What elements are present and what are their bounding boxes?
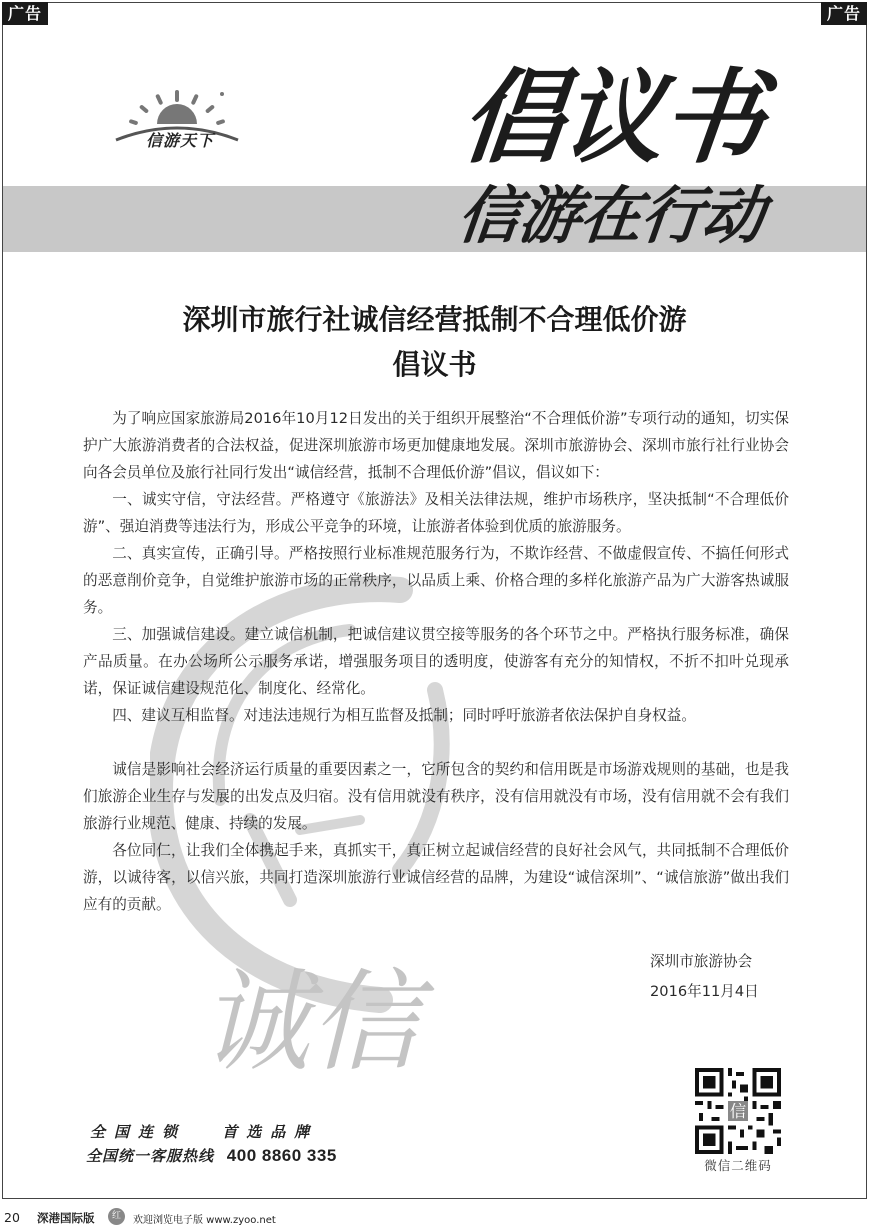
- badge-icon: 红: [108, 1208, 125, 1225]
- edition-label: 深港国际版: [37, 1211, 95, 1225]
- slogan: [90, 1121, 318, 1142]
- hotline-number[interactable]: 400 8860 335: [226, 1146, 337, 1165]
- document-subtitle: 倡议书: [392, 348, 477, 381]
- page-number: 20: [4, 1210, 20, 1225]
- paragraph-item-2: 二、真实宣传，正确引导。严格按照行业标准规范服务行为，不欺诈经营、不做虚假宣传、不搞任何形式的恶意削价竞争，自觉维护旅游市场的正常秩序，以品质上乘、价格合理的多样化旅游产品为广大游客热诚服务。: [83, 545, 789, 616]
- signature-org: 深圳市旅游协会: [650, 953, 753, 970]
- document-title: 深圳市旅行社诚信经营抵制不合理低价游: [182, 303, 687, 336]
- document-body: [83, 405, 789, 918]
- paragraph-item-3: 三、加强诚信建设。建立诚信机制，把诚信建议贯空接等服务的各个环节之中。严格执行服务标准，确保产品质量。在办公场所公示服务承诺，增强服务项目的透明度，使游客有充分的知情权，不折不扣叶兑现承诺，保证诚信建设规范化、制度化、经常化。: [83, 626, 789, 697]
- qr-center-char: 信: [729, 1102, 747, 1122]
- paragraph-call-to-action: 各位同仁，让我们全体携起手来，真抓实干，真正树立起诚信经营的良好社会风气，共同抵制不合理低价游，以诚待客，以信兴旅，共同打造深圳旅游行业诚信经营的品牌，为建设“诚信深圳”、“诚信旅游”做出我们应有的贡献。: [83, 842, 789, 913]
- signature-date: 2016年11月4日: [650, 983, 759, 1000]
- logo-text: 信游天下: [145, 131, 214, 150]
- page-footer: [4, 1210, 864, 1230]
- slogan-part-1: 全国连锁: [90, 1123, 187, 1141]
- watermark-text: 诚信: [200, 958, 420, 1086]
- paragraph-item-4: 四、建议互相监督。对违法违规行为相互监督及抵制；同时呼吁旅游者依法保护自身权益。: [112, 707, 696, 724]
- hotline-label: 全国统一客服热线: [86, 1147, 215, 1165]
- paragraph-intro: 为了响应国家旅游局2016年10月12日发出的关于组织开展整治“不合理低价游”专项行动的通知，切实保护广大旅游消费者的合法权益，促进深圳旅游市场更加健康地发展。深圳市旅游协会、深圳市旅行社行业协会向各会员单位及旅行社同行发出“诚信经营，抵制不合理低价游”倡议，倡议如下：: [83, 410, 789, 481]
- ad-tag-left: 广告: [2, 2, 48, 25]
- hotline: [86, 1145, 337, 1166]
- headline-sub: 信游在行动: [454, 179, 767, 252]
- qr-label: 微信二维码: [704, 1158, 772, 1173]
- slogan-part-2: 首选品牌: [222, 1123, 319, 1141]
- paragraph-item-1: 一、诚实守信，守法经营。严格遵守《旅游法》及相关法律法规，维护市场秩序，坚决抵制“不合理低价游”、强迫消费等违法行为，形成公平竞争的环境，让旅游者体验到优质的旅游服务。: [83, 491, 789, 535]
- ad-tag-right: 广告: [821, 2, 867, 25]
- paragraph-integrity: 诚信是影响社会经济运行质量的重要因素之一，它所包含的契约和信用既是市场游戏规则的基础，也是我们旅游企业生存与发展的出发点及归宿。没有信用就没有秩序，没有信用就没有市场，没有信用就不会有我们旅游行业规范、健康、持续的发展。: [83, 761, 789, 832]
- signature-block: [650, 947, 800, 1007]
- headline-main: 倡议书: [455, 58, 769, 178]
- qr-code-icon[interactable]: [695, 1068, 781, 1154]
- website-link[interactable]: 欢迎浏览电子版 www.zyoo.net: [133, 1215, 276, 1226]
